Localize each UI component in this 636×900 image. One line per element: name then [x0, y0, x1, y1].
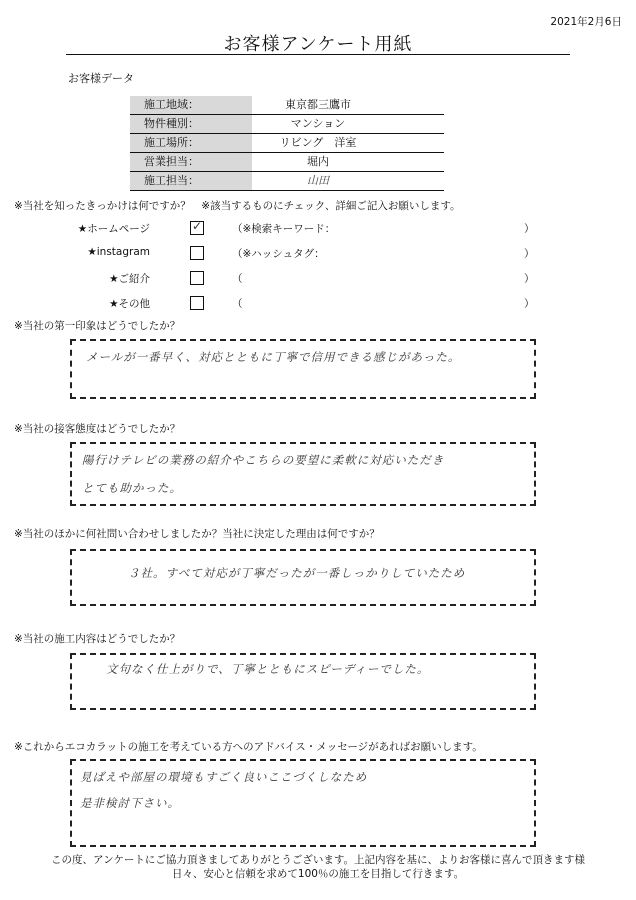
info-value: リビング 洋室 — [279, 136, 357, 149]
answer-text-line: 陽行けテレビの業務の紹介やこちらの要望に柔軟に対応いただき — [82, 453, 445, 467]
source-detail-close: ） — [524, 248, 535, 260]
info-value: 東京都三鷹市 — [285, 98, 351, 111]
footer-line: この度、アンケートにご協力頂きましてありがとうございます。上記内容を基に、よりお客様に喜んで頂きます様 — [50, 854, 586, 866]
check-mark-icon: ✓ — [192, 219, 203, 233]
source-detail: （※検索キーワード： — [232, 223, 336, 235]
answer-text-line: とても助かった。 — [82, 481, 182, 495]
info-row-location — [130, 134, 444, 153]
source-detail-close: ） — [524, 298, 535, 310]
question-first-impression: ※当社の第一印象はどうでしたか？ — [14, 320, 181, 332]
answer-box-first-impression[interactable] — [70, 339, 536, 399]
source-detail-close: ） — [524, 273, 535, 285]
question-work-quality: ※当社の施工内容はどうでしたか？ — [14, 633, 181, 645]
info-value: マンション — [290, 117, 346, 130]
answer-text: 文句なく仕上がりで、丁寧とともにスピーディーでした。 — [106, 662, 430, 676]
source-checkbox[interactable] — [190, 271, 204, 285]
answer-text-line: 是非検討下さい。 — [80, 796, 180, 810]
customer-data-heading: お客様データ — [68, 72, 134, 85]
info-row-sales-rep — [130, 153, 444, 172]
answer-text: メールが一番早く、対応とともに丁寧で信用できる感じがあった。 — [86, 350, 461, 364]
source-row-referral — [0, 268, 636, 290]
info-value: 堀内 — [307, 155, 329, 168]
source-detail: （※ハッシュタグ： — [232, 248, 325, 260]
source-checkbox[interactable] — [190, 221, 204, 235]
source-row-other — [0, 293, 636, 315]
question-other-companies: ※当社のほかに何社問い合わせしましたか？当社に決定した理由は何ですか？ — [14, 528, 380, 540]
answer-box-customer-service[interactable] — [70, 442, 536, 506]
info-value-handwritten: 山田 — [307, 174, 329, 187]
page-title: お客様アンケート用紙 — [223, 34, 413, 55]
info-label: 施工担当： — [130, 172, 252, 190]
answer-text: ３社。すべて対応が丁寧だったが一番しっかりしていたため — [128, 566, 466, 580]
source-label: ★ホームページ — [77, 223, 150, 235]
info-label: 営業担当： — [130, 153, 252, 171]
answer-box-other-companies[interactable] — [70, 549, 536, 606]
info-row-area — [130, 96, 444, 115]
source-label: ★ご紹介 — [109, 273, 150, 285]
info-label: 物件種別： — [130, 115, 252, 133]
source-row-homepage — [0, 218, 636, 240]
answer-box-advice[interactable] — [70, 759, 536, 847]
source-label: ★その他 — [109, 298, 150, 310]
info-label: 施工場所： — [130, 134, 252, 152]
title-underline — [66, 54, 570, 55]
info-label: 施工地域： — [130, 96, 252, 114]
source-row-instagram — [0, 243, 636, 265]
footer-message — [0, 853, 636, 881]
answer-text-line: 見ばえや部屋の環境もすごく良いここづくしなため — [80, 770, 368, 784]
question-customer-service: ※当社の接客態度はどうでしたか？ — [14, 423, 181, 435]
question-source: ※当社を知ったきっかけは何ですか？ ※該当するものにチェック、詳細ご記入お願いします。 — [14, 200, 461, 212]
question-advice: ※これからエコカラットの施工を考えている方へのアドバイス・メッセージがあればお願いします。 — [14, 741, 483, 753]
survey-date: 2021年2月6日 — [550, 16, 622, 28]
customer-info-table — [130, 96, 444, 191]
source-detail: （ — [232, 273, 243, 285]
source-detail: （ — [232, 298, 243, 310]
answer-box-work-quality[interactable] — [70, 653, 536, 710]
footer-line: 日々、安心と信頼を求めて100％の施工を目指して行きます。 — [171, 868, 465, 880]
source-label: ★instagram — [87, 246, 150, 258]
source-checkbox[interactable] — [190, 296, 204, 310]
source-detail-close: ） — [524, 223, 535, 235]
source-checkbox[interactable] — [190, 246, 204, 260]
info-row-installer — [130, 172, 444, 191]
info-row-property-type — [130, 115, 444, 134]
